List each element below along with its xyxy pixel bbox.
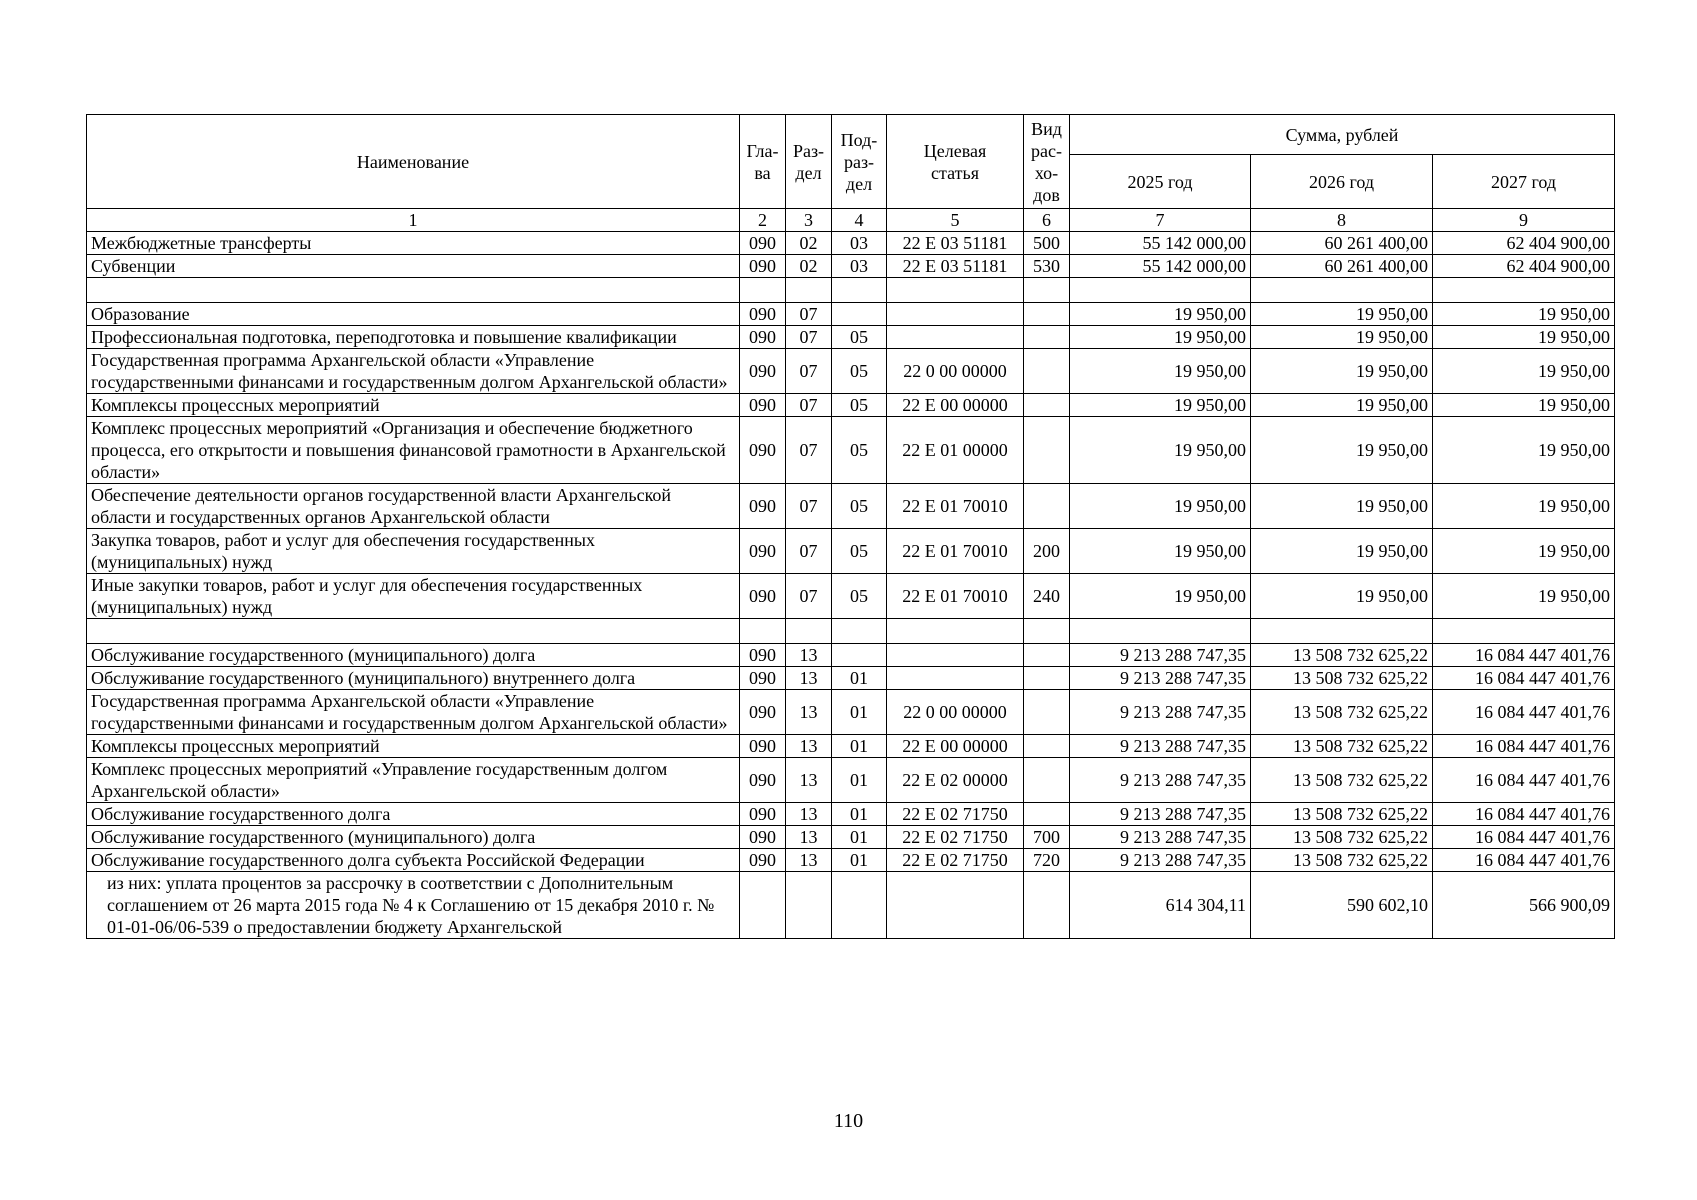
sum-2026-cell: 19 950,00 <box>1251 574 1433 619</box>
table-row <box>87 529 1615 574</box>
table-row <box>87 394 1615 417</box>
empty-cell <box>887 619 1024 644</box>
sum-2026-cell: 19 950,00 <box>1251 529 1433 574</box>
sum-2026-cell: 13 508 732 625,22 <box>1251 667 1433 690</box>
razdel-cell: 13 <box>786 826 832 849</box>
sum-2025-cell: 19 950,00 <box>1070 574 1251 619</box>
column-number: 9 <box>1433 209 1615 232</box>
celevaya-statya-cell: 22 Е 02 71750 <box>887 803 1024 826</box>
vid-rashodov-cell: 500 <box>1024 232 1070 255</box>
name-cell: Комплексы процессных мероприятий <box>87 735 740 758</box>
glava-cell: 090 <box>740 690 786 735</box>
table-row <box>87 849 1615 872</box>
empty-cell <box>786 278 832 303</box>
sum-2027-cell: 19 950,00 <box>1433 417 1615 484</box>
column-number: 8 <box>1251 209 1433 232</box>
column-number-row <box>87 209 1615 232</box>
sum-2027-cell: 16 084 447 401,76 <box>1433 803 1615 826</box>
glava-cell: 090 <box>740 484 786 529</box>
sum-2025-cell: 19 950,00 <box>1070 417 1251 484</box>
sum-2025-cell: 19 950,00 <box>1070 326 1251 349</box>
glava-cell: 090 <box>740 574 786 619</box>
header-celevaya-statya: Целевая статья <box>887 115 1024 209</box>
celevaya-statya-cell <box>887 326 1024 349</box>
empty-cell <box>1024 619 1070 644</box>
vid-rashodov-cell: 530 <box>1024 255 1070 278</box>
empty-cell <box>786 619 832 644</box>
glava-cell: 090 <box>740 644 786 667</box>
sum-2027-cell: 19 950,00 <box>1433 349 1615 394</box>
glava-cell <box>740 872 786 939</box>
sum-2027-cell: 566 900,09 <box>1433 872 1615 939</box>
budget-table <box>86 114 1615 939</box>
empty-cell <box>832 619 887 644</box>
celevaya-statya-cell: 22 Е 01 70010 <box>887 484 1024 529</box>
table-row <box>87 303 1615 326</box>
table-row <box>87 758 1615 803</box>
razdel-cell: 13 <box>786 758 832 803</box>
name-cell: Обслуживание государственного долга <box>87 803 740 826</box>
podrazdel-cell: 01 <box>832 849 887 872</box>
name-cell: Государственная программа Архангельской области «Управление государственными финансами и государственным долгом Архангельской области» <box>87 690 740 735</box>
sum-2026-cell: 19 950,00 <box>1251 349 1433 394</box>
glava-cell: 090 <box>740 803 786 826</box>
name-cell: Профессиональная подготовка, переподготовка и повышение квалификации <box>87 326 740 349</box>
sum-2026-cell: 19 950,00 <box>1251 326 1433 349</box>
celevaya-statya-cell <box>887 644 1024 667</box>
empty-row <box>87 619 1615 644</box>
column-number: 2 <box>740 209 786 232</box>
sum-2025-cell: 9 213 288 747,35 <box>1070 758 1251 803</box>
celevaya-statya-cell: 22 Е 01 70010 <box>887 574 1024 619</box>
sum-2027-cell: 16 084 447 401,76 <box>1433 849 1615 872</box>
table-row <box>87 326 1615 349</box>
podrazdel-cell: 03 <box>832 232 887 255</box>
podrazdel-cell: 01 <box>832 826 887 849</box>
sum-2027-cell: 19 950,00 <box>1433 574 1615 619</box>
sum-2025-cell: 9 213 288 747,35 <box>1070 803 1251 826</box>
name-cell: Обслуживание государственного (муниципального) внутреннего долга <box>87 667 740 690</box>
celevaya-statya-cell: 22 Е 01 00000 <box>887 417 1024 484</box>
name-cell: Обеспечение деятельности органов государственной власти Архангельской области и государственных органов Архангельской области <box>87 484 740 529</box>
empty-cell <box>1433 278 1615 303</box>
sum-2026-cell: 60 261 400,00 <box>1251 232 1433 255</box>
vid-rashodov-cell <box>1024 872 1070 939</box>
glava-cell: 090 <box>740 255 786 278</box>
sum-2027-cell: 16 084 447 401,76 <box>1433 735 1615 758</box>
vid-rashodov-cell: 720 <box>1024 849 1070 872</box>
razdel-cell: 13 <box>786 735 832 758</box>
sum-2026-cell: 19 950,00 <box>1251 303 1433 326</box>
podrazdel-cell <box>832 872 887 939</box>
header-podrazdel: Под- раз- дел <box>832 115 887 209</box>
sum-2026-cell: 13 508 732 625,22 <box>1251 758 1433 803</box>
name-cell: Образование <box>87 303 740 326</box>
sum-2026-cell: 13 508 732 625,22 <box>1251 803 1433 826</box>
header-name: Наименование <box>87 115 740 209</box>
sum-2025-cell: 614 304,11 <box>1070 872 1251 939</box>
sum-2025-cell: 55 142 000,00 <box>1070 232 1251 255</box>
celevaya-statya-cell: 22 Е 00 00000 <box>887 735 1024 758</box>
empty-cell <box>1433 619 1615 644</box>
sum-2025-cell: 9 213 288 747,35 <box>1070 667 1251 690</box>
empty-cell <box>887 278 1024 303</box>
vid-rashodov-cell <box>1024 735 1070 758</box>
empty-cell <box>740 278 786 303</box>
glava-cell: 090 <box>740 826 786 849</box>
razdel-cell: 07 <box>786 326 832 349</box>
razdel-cell: 07 <box>786 484 832 529</box>
sum-2027-cell: 16 084 447 401,76 <box>1433 644 1615 667</box>
sum-2027-cell: 19 950,00 <box>1433 303 1615 326</box>
name-cell: Субвенции <box>87 255 740 278</box>
name-cell: Государственная программа Архангельской области «Управление государственными финансами и государственным долгом Архангельской области» <box>87 349 740 394</box>
header-year-2025: 2025 год <box>1070 155 1251 209</box>
razdel-cell: 13 <box>786 690 832 735</box>
vid-rashodov-cell <box>1024 667 1070 690</box>
razdel-cell: 07 <box>786 394 832 417</box>
table-row <box>87 667 1615 690</box>
razdel-cell: 13 <box>786 667 832 690</box>
sum-2027-cell: 62 404 900,00 <box>1433 255 1615 278</box>
sum-2025-cell: 9 213 288 747,35 <box>1070 644 1251 667</box>
glava-cell: 090 <box>740 667 786 690</box>
page-number: 110 <box>833 1110 864 1132</box>
sum-2026-cell: 13 508 732 625,22 <box>1251 849 1433 872</box>
table-row <box>87 644 1615 667</box>
podrazdel-cell: 01 <box>832 735 887 758</box>
table-row <box>87 574 1615 619</box>
podrazdel-cell: 05 <box>832 417 887 484</box>
celevaya-statya-cell <box>887 667 1024 690</box>
razdel-cell: 07 <box>786 574 832 619</box>
vid-rashodov-cell: 240 <box>1024 574 1070 619</box>
name-cell: Межбюджетные трансферты <box>87 232 740 255</box>
table-row <box>87 255 1615 278</box>
glava-cell: 090 <box>740 735 786 758</box>
podrazdel-cell <box>832 644 887 667</box>
table-row <box>87 690 1615 735</box>
vid-rashodov-cell: 200 <box>1024 529 1070 574</box>
razdel-cell <box>786 872 832 939</box>
celevaya-statya-cell: 22 Е 03 51181 <box>887 255 1024 278</box>
sum-2026-cell: 13 508 732 625,22 <box>1251 644 1433 667</box>
celevaya-statya-cell: 22 Е 02 71750 <box>887 826 1024 849</box>
glava-cell: 090 <box>740 349 786 394</box>
sum-2027-cell: 16 084 447 401,76 <box>1433 667 1615 690</box>
glava-cell: 090 <box>740 849 786 872</box>
sum-2026-cell: 19 950,00 <box>1251 394 1433 417</box>
name-cell: Обслуживание государственного (муниципального) долга <box>87 644 740 667</box>
vid-rashodov-cell <box>1024 484 1070 529</box>
sum-2025-cell: 19 950,00 <box>1070 394 1251 417</box>
sum-2025-cell: 9 213 288 747,35 <box>1070 735 1251 758</box>
podrazdel-cell <box>832 303 887 326</box>
name-cell: Иные закупки товаров, работ и услуг для обеспечения государственных (муниципальных) нужд <box>87 574 740 619</box>
razdel-cell: 02 <box>786 232 832 255</box>
vid-rashodov-cell <box>1024 349 1070 394</box>
sum-2025-cell: 9 213 288 747,35 <box>1070 826 1251 849</box>
empty-cell <box>832 278 887 303</box>
vid-rashodov-cell <box>1024 803 1070 826</box>
razdel-cell: 02 <box>786 255 832 278</box>
vid-rashodov-cell <box>1024 303 1070 326</box>
empty-cell <box>1070 619 1251 644</box>
sum-2026-cell: 19 950,00 <box>1251 484 1433 529</box>
sum-2025-cell: 19 950,00 <box>1070 484 1251 529</box>
razdel-cell: 07 <box>786 529 832 574</box>
glava-cell: 090 <box>740 529 786 574</box>
sum-2026-cell: 13 508 732 625,22 <box>1251 690 1433 735</box>
column-number: 1 <box>87 209 740 232</box>
sum-2027-cell: 19 950,00 <box>1433 529 1615 574</box>
celevaya-statya-cell <box>887 872 1024 939</box>
vid-rashodov-cell <box>1024 644 1070 667</box>
sum-2026-cell: 60 261 400,00 <box>1251 255 1433 278</box>
name-cell: Обслуживание государственного долга субъекта Российской Федерации <box>87 849 740 872</box>
empty-cell <box>740 619 786 644</box>
column-number: 3 <box>786 209 832 232</box>
empty-cell <box>87 619 740 644</box>
podrazdel-cell: 05 <box>832 484 887 529</box>
celevaya-statya-cell: 22 Е 00 00000 <box>887 394 1024 417</box>
sum-2027-cell: 62 404 900,00 <box>1433 232 1615 255</box>
table-row <box>87 417 1615 484</box>
vid-rashodov-cell <box>1024 758 1070 803</box>
empty-cell <box>1070 278 1251 303</box>
podrazdel-cell: 01 <box>832 803 887 826</box>
celevaya-statya-cell: 22 Е 03 51181 <box>887 232 1024 255</box>
sum-2027-cell: 19 950,00 <box>1433 326 1615 349</box>
table-row <box>87 232 1615 255</box>
razdel-cell: 07 <box>786 303 832 326</box>
podrazdel-cell: 05 <box>832 394 887 417</box>
glava-cell: 090 <box>740 394 786 417</box>
name-cell: Комплекс процессных мероприятий «Организация и обеспечение бюджетного процесса, его открытости и повышения финансовой грамотности в Архангельской области» <box>87 417 740 484</box>
table-row <box>87 735 1615 758</box>
table-body <box>87 232 1615 939</box>
column-number: 7 <box>1070 209 1251 232</box>
empty-cell <box>87 278 740 303</box>
celevaya-statya-cell: 22 Е 02 71750 <box>887 849 1024 872</box>
razdel-cell: 13 <box>786 644 832 667</box>
podrazdel-cell: 05 <box>832 349 887 394</box>
empty-row <box>87 278 1615 303</box>
celevaya-statya-cell: 22 Е 01 70010 <box>887 529 1024 574</box>
name-cell: из них: уплата процентов за рассрочку в соответствии с Дополнительным соглашением от 26 марта 2015 года № 4 к Соглашению от 15 декабря 2010 г. № 01-01-06/06-539 о предоставлении бюджету Архангельской <box>87 872 740 939</box>
podrazdel-cell: 05 <box>832 574 887 619</box>
podrazdel-cell: 03 <box>832 255 887 278</box>
razdel-cell: 07 <box>786 349 832 394</box>
celevaya-statya-cell <box>887 303 1024 326</box>
celevaya-statya-cell: 22 Е 02 00000 <box>887 758 1024 803</box>
table-row <box>87 872 1615 939</box>
table-row <box>87 803 1615 826</box>
column-number: 6 <box>1024 209 1070 232</box>
table-row <box>87 826 1615 849</box>
podrazdel-cell: 05 <box>832 529 887 574</box>
glava-cell: 090 <box>740 417 786 484</box>
table-row <box>87 484 1615 529</box>
sum-2025-cell: 19 950,00 <box>1070 303 1251 326</box>
vid-rashodov-cell <box>1024 394 1070 417</box>
razdel-cell: 07 <box>786 417 832 484</box>
sum-2027-cell: 16 084 447 401,76 <box>1433 758 1615 803</box>
glava-cell: 090 <box>740 326 786 349</box>
name-cell: Комплекс процессных мероприятий «Управление государственным долгом Архангельской области» <box>87 758 740 803</box>
sum-2027-cell: 19 950,00 <box>1433 484 1615 529</box>
glava-cell: 090 <box>740 758 786 803</box>
vid-rashodov-cell <box>1024 417 1070 484</box>
header-year-2027: 2027 год <box>1433 155 1615 209</box>
sum-2025-cell: 9 213 288 747,35 <box>1070 690 1251 735</box>
empty-cell <box>1251 278 1433 303</box>
header-year-2026: 2026 год <box>1251 155 1433 209</box>
sum-2025-cell: 9 213 288 747,35 <box>1070 849 1251 872</box>
sum-2026-cell: 13 508 732 625,22 <box>1251 826 1433 849</box>
podrazdel-cell: 01 <box>832 690 887 735</box>
glava-cell: 090 <box>740 232 786 255</box>
sum-2025-cell: 19 950,00 <box>1070 529 1251 574</box>
sum-2026-cell: 13 508 732 625,22 <box>1251 735 1433 758</box>
sum-2026-cell: 590 602,10 <box>1251 872 1433 939</box>
header-razdel: Раз- дел <box>786 115 832 209</box>
celevaya-statya-cell: 22 0 00 00000 <box>887 349 1024 394</box>
table-row <box>87 349 1615 394</box>
razdel-cell: 13 <box>786 803 832 826</box>
vid-rashodov-cell: 700 <box>1024 826 1070 849</box>
name-cell: Закупка товаров, работ и услуг для обеспечения государственных (муниципальных) нужд <box>87 529 740 574</box>
celevaya-statya-cell: 22 0 00 00000 <box>887 690 1024 735</box>
column-number: 5 <box>887 209 1024 232</box>
column-number: 4 <box>832 209 887 232</box>
razdel-cell: 13 <box>786 849 832 872</box>
header-vid-rashodov: Вид рас- хо- дов <box>1024 115 1070 209</box>
header-summa: Сумма, рублей <box>1070 115 1615 155</box>
sum-2026-cell: 19 950,00 <box>1251 417 1433 484</box>
header-glava: Гла- ва <box>740 115 786 209</box>
podrazdel-cell: 01 <box>832 667 887 690</box>
empty-cell <box>1251 619 1433 644</box>
empty-cell <box>1024 278 1070 303</box>
podrazdel-cell: 01 <box>832 758 887 803</box>
sum-2027-cell: 16 084 447 401,76 <box>1433 826 1615 849</box>
podrazdel-cell: 05 <box>832 326 887 349</box>
name-cell: Комплексы процессных мероприятий <box>87 394 740 417</box>
vid-rashodov-cell <box>1024 326 1070 349</box>
sum-2025-cell: 19 950,00 <box>1070 349 1251 394</box>
glava-cell: 090 <box>740 303 786 326</box>
sum-2025-cell: 55 142 000,00 <box>1070 255 1251 278</box>
sum-2027-cell: 19 950,00 <box>1433 394 1615 417</box>
name-cell: Обслуживание государственного (муниципального) долга <box>87 826 740 849</box>
sum-2027-cell: 16 084 447 401,76 <box>1433 690 1615 735</box>
vid-rashodov-cell <box>1024 690 1070 735</box>
